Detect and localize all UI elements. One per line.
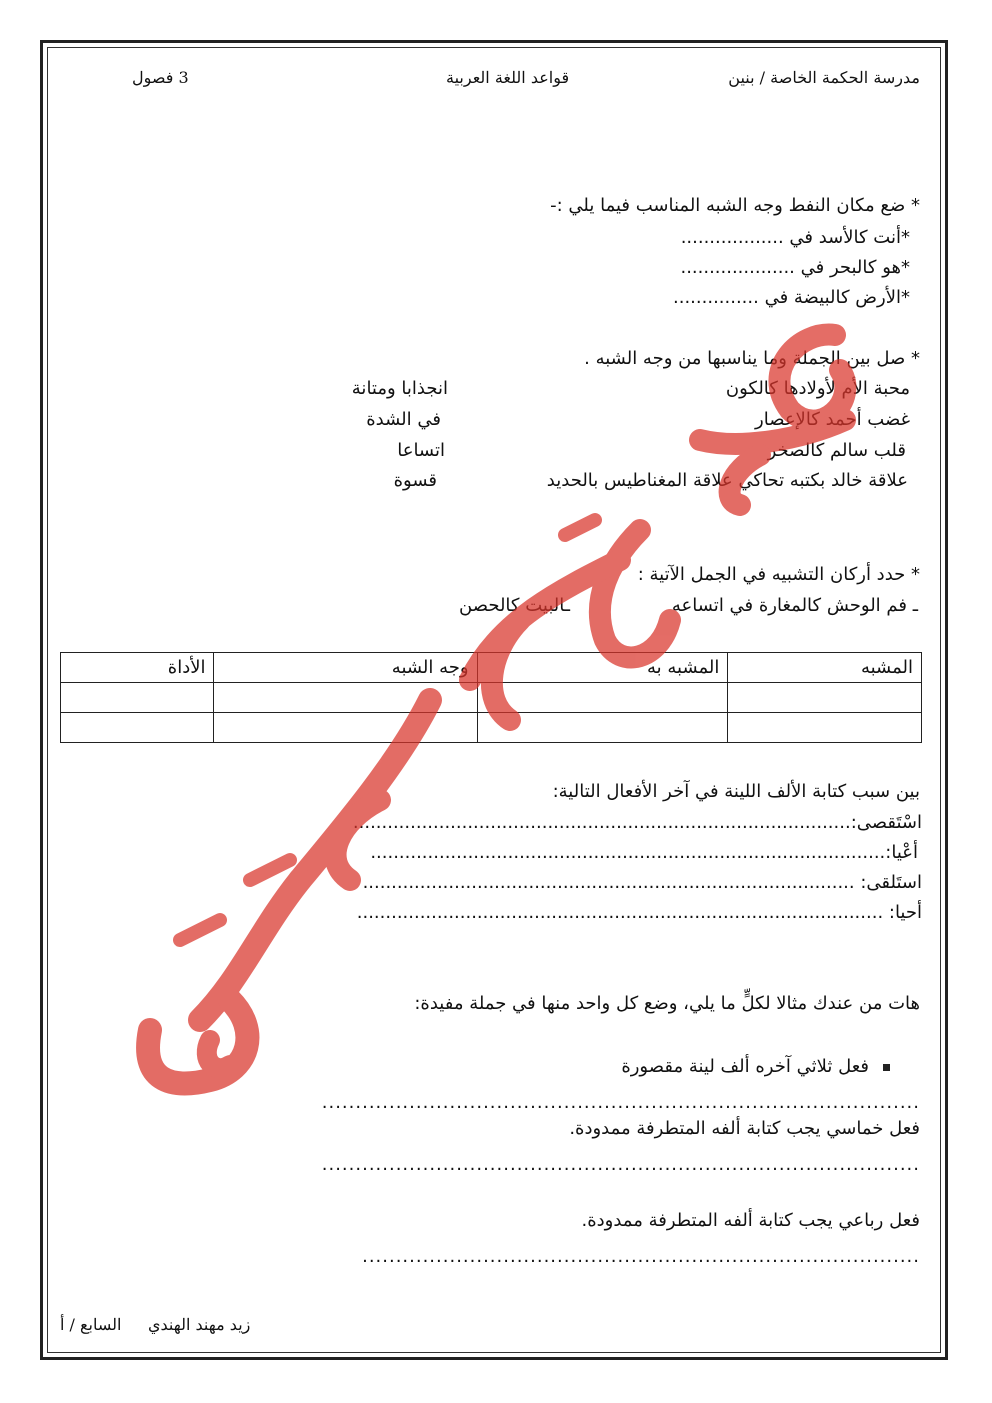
section2-instruction: * صل بين الجملة وما يناسبها من وجه الشبه . — [584, 348, 920, 369]
section3-instruction: * حدد أركان التشبيه في الجمل الآتية : — [637, 564, 920, 585]
table-header-cell: المشبه به — [477, 653, 728, 683]
section1-item: *هو كالبحر في .................... — [680, 257, 910, 278]
simile-sentence: ـالبيت كالحصن — [459, 595, 570, 616]
verb-answer-line: استَلقى: ...................................................................................... — [362, 872, 922, 893]
section1-instruction: * ضع مكان النفط وجه الشبه المناسب فيما يلي :- — [550, 195, 920, 216]
table-header-cell: وجه الشبه — [214, 653, 477, 683]
subject-title: قواعد اللغة العربية — [446, 68, 570, 87]
table-cell[interactable] — [477, 713, 728, 743]
match-sentence: علاقة خالد بكتبه تحاكي علاقة المغناطيس بالحديد — [546, 470, 908, 491]
table-header-cell: المشبه — [728, 653, 922, 683]
table-header-cell: الأداة — [61, 653, 214, 683]
answer-line: ................................................................................... — [362, 1246, 920, 1267]
section1-item: *أنت كالأسد في .................. — [680, 227, 910, 248]
table-cell[interactable] — [214, 683, 477, 713]
match-sentence: غضب أحمد كالإعصار — [755, 409, 910, 430]
match-answer: في الشدة — [366, 409, 441, 430]
example-label: فعل ثلاثي آخره ألف لينة مقصورة — [621, 1056, 869, 1077]
verb-answer-line: أحيا: ............................................................................................ — [356, 902, 922, 923]
table-row — [61, 683, 922, 713]
verb-answer-line: أعْيا:.......................................................................................... — [370, 842, 918, 863]
section4-instruction: بين سبب كتابة الألف اللينة في آخر الأفعال التالية: — [552, 781, 920, 802]
footer-author: زيد مهند الهندي — [148, 1315, 251, 1334]
answer-line: ......................................................................................... — [321, 1154, 920, 1175]
section1-item: *الأرض كالبيضة في ............... — [673, 287, 910, 308]
footer-class: السابع / أ — [60, 1315, 122, 1334]
bullet-icon — [883, 1064, 890, 1071]
match-sentence: محبة الأم لأولادها كالكون — [725, 378, 910, 399]
simile-table — [60, 652, 922, 743]
match-answer: اتساعا — [397, 440, 445, 461]
match-sentence: قلب سالم كالصخر — [767, 440, 906, 461]
table-cell[interactable] — [61, 683, 214, 713]
semesters-label: 3 فصول — [132, 68, 189, 87]
answer-line: ......................................................................................... — [321, 1092, 920, 1113]
table-cell[interactable] — [214, 713, 477, 743]
example-item — [621, 1056, 890, 1077]
match-answer: انجذابا ومتانة — [351, 378, 448, 399]
table-header-row — [61, 653, 922, 683]
table-cell[interactable] — [61, 713, 214, 743]
table-cell[interactable] — [477, 683, 728, 713]
table-row — [61, 713, 922, 743]
table-cell[interactable] — [728, 713, 922, 743]
table-cell[interactable] — [728, 683, 922, 713]
match-answer: قسوة — [393, 470, 437, 491]
example-item: فعل خماسي يجب كتابة ألفه المتطرفة ممدودة. — [569, 1118, 920, 1139]
simile-sentence: ـ فم الوحش كالمغارة في اتساعه — [671, 595, 918, 616]
section5-instruction: هات من عندك مثالا لكلٍّ ما يلي، وضع كل واحد منها في جملة مفيدة: — [414, 993, 920, 1014]
verb-answer-line: اسْتَقصى:....................................................................................... — [352, 812, 922, 833]
example-item: فعل رباعي يجب كتابة ألفه المتطرفة ممدودة. — [581, 1210, 920, 1231]
school-name: مدرسة الحكمة الخاصة / بنين — [728, 68, 920, 87]
